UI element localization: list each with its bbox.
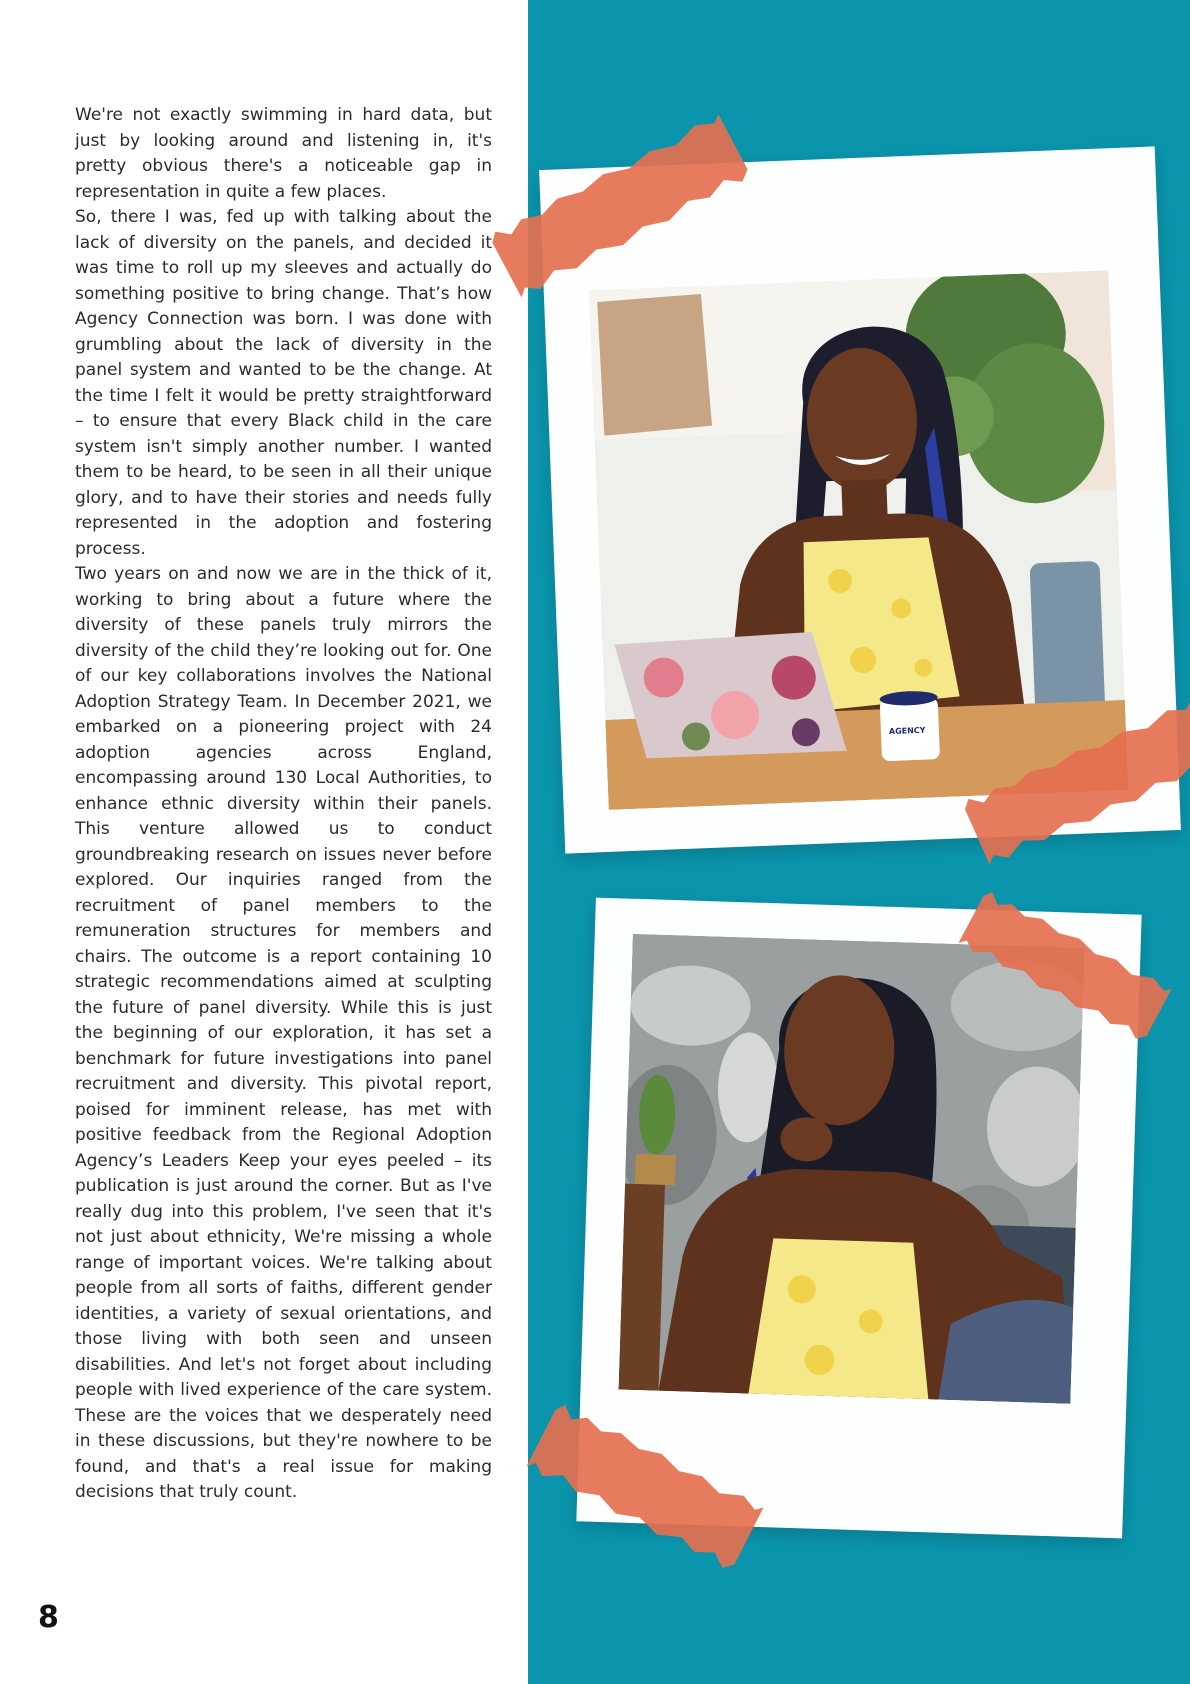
paragraph-2: So, there I was, fed up with talking about the lack of diversity on the panels, and decided it was time to roll up my sleeves and actually do something positive to bring change. That’s how Agency Connection was born. I was done with grumbling about the lack of diversity in the panel system and wanted to be the change. At the time I felt it would be pretty straightforward – to ensure that every Black child in the care system isn't simply another number. I wanted them to be heard, to be seen in all their unique glory, and to have their stories and needs fully represented in the adoption and fostering process.: [75, 207, 492, 559]
paragraph-1: We're not exactly swimming in hard data, but just by looking around and listening in, it's pretty obvious there's a noticeable gap in representation in quite a few places.: [75, 105, 492, 202]
polaroid-frame-bottom: [576, 898, 1141, 1539]
page-number: 8: [38, 1600, 59, 1635]
woman-thinking-photo: [618, 934, 1084, 1404]
paragraph-3: Two years on and now we are in the thick of it, working to bring about a future where the diversity of these panels truly mirrors the diversity of the child they’re looking out for. One of our key collaborations involves the National Adoption Strategy Team. In December 2021, we embarked on a pioneering project with 24 adoption agencies across England, encompassing around 130 Local Authorities, to enhance ethnic diversity within their panels. This venture allowed us to conduct groundbreaking research on issues never before explored. Our inquiries ranged from the recruitment of panel members to the remuneration structures for members and chairs. The outcome is a report containing 10 strategic recommendations aimed at sculpting the future of panel diversity. While this is just the beginning of our exploration, it has set a benchmark for future investigations into panel recruitment and diversity. This pivotal report, poised for imminent release, has met with positive feedback from the Regional Adoption Agency’s Leaders Keep your eyes peeled – its publication is just around the corner. But as I've really dug into this problem, I've seen that it's not just about ethnicity, We're missing a whole range of important voices. We're talking about people from all sorts of faiths, different gender identities, a variety of sexual orientations, and those living with both seen and unseen disabilities. And let's not forget about including people with lived experience of the care system. These are the voices that we desperately need in these discussions, but they're nowhere to be found, and that's a real issue for making decisions that truly count.: [75, 564, 492, 1502]
woman-laptop-photo: [589, 270, 1129, 810]
article-body: [75, 103, 492, 1506]
polaroid-frame-top: [539, 146, 1181, 853]
mug-logo-text: AGENCY: [888, 725, 926, 737]
